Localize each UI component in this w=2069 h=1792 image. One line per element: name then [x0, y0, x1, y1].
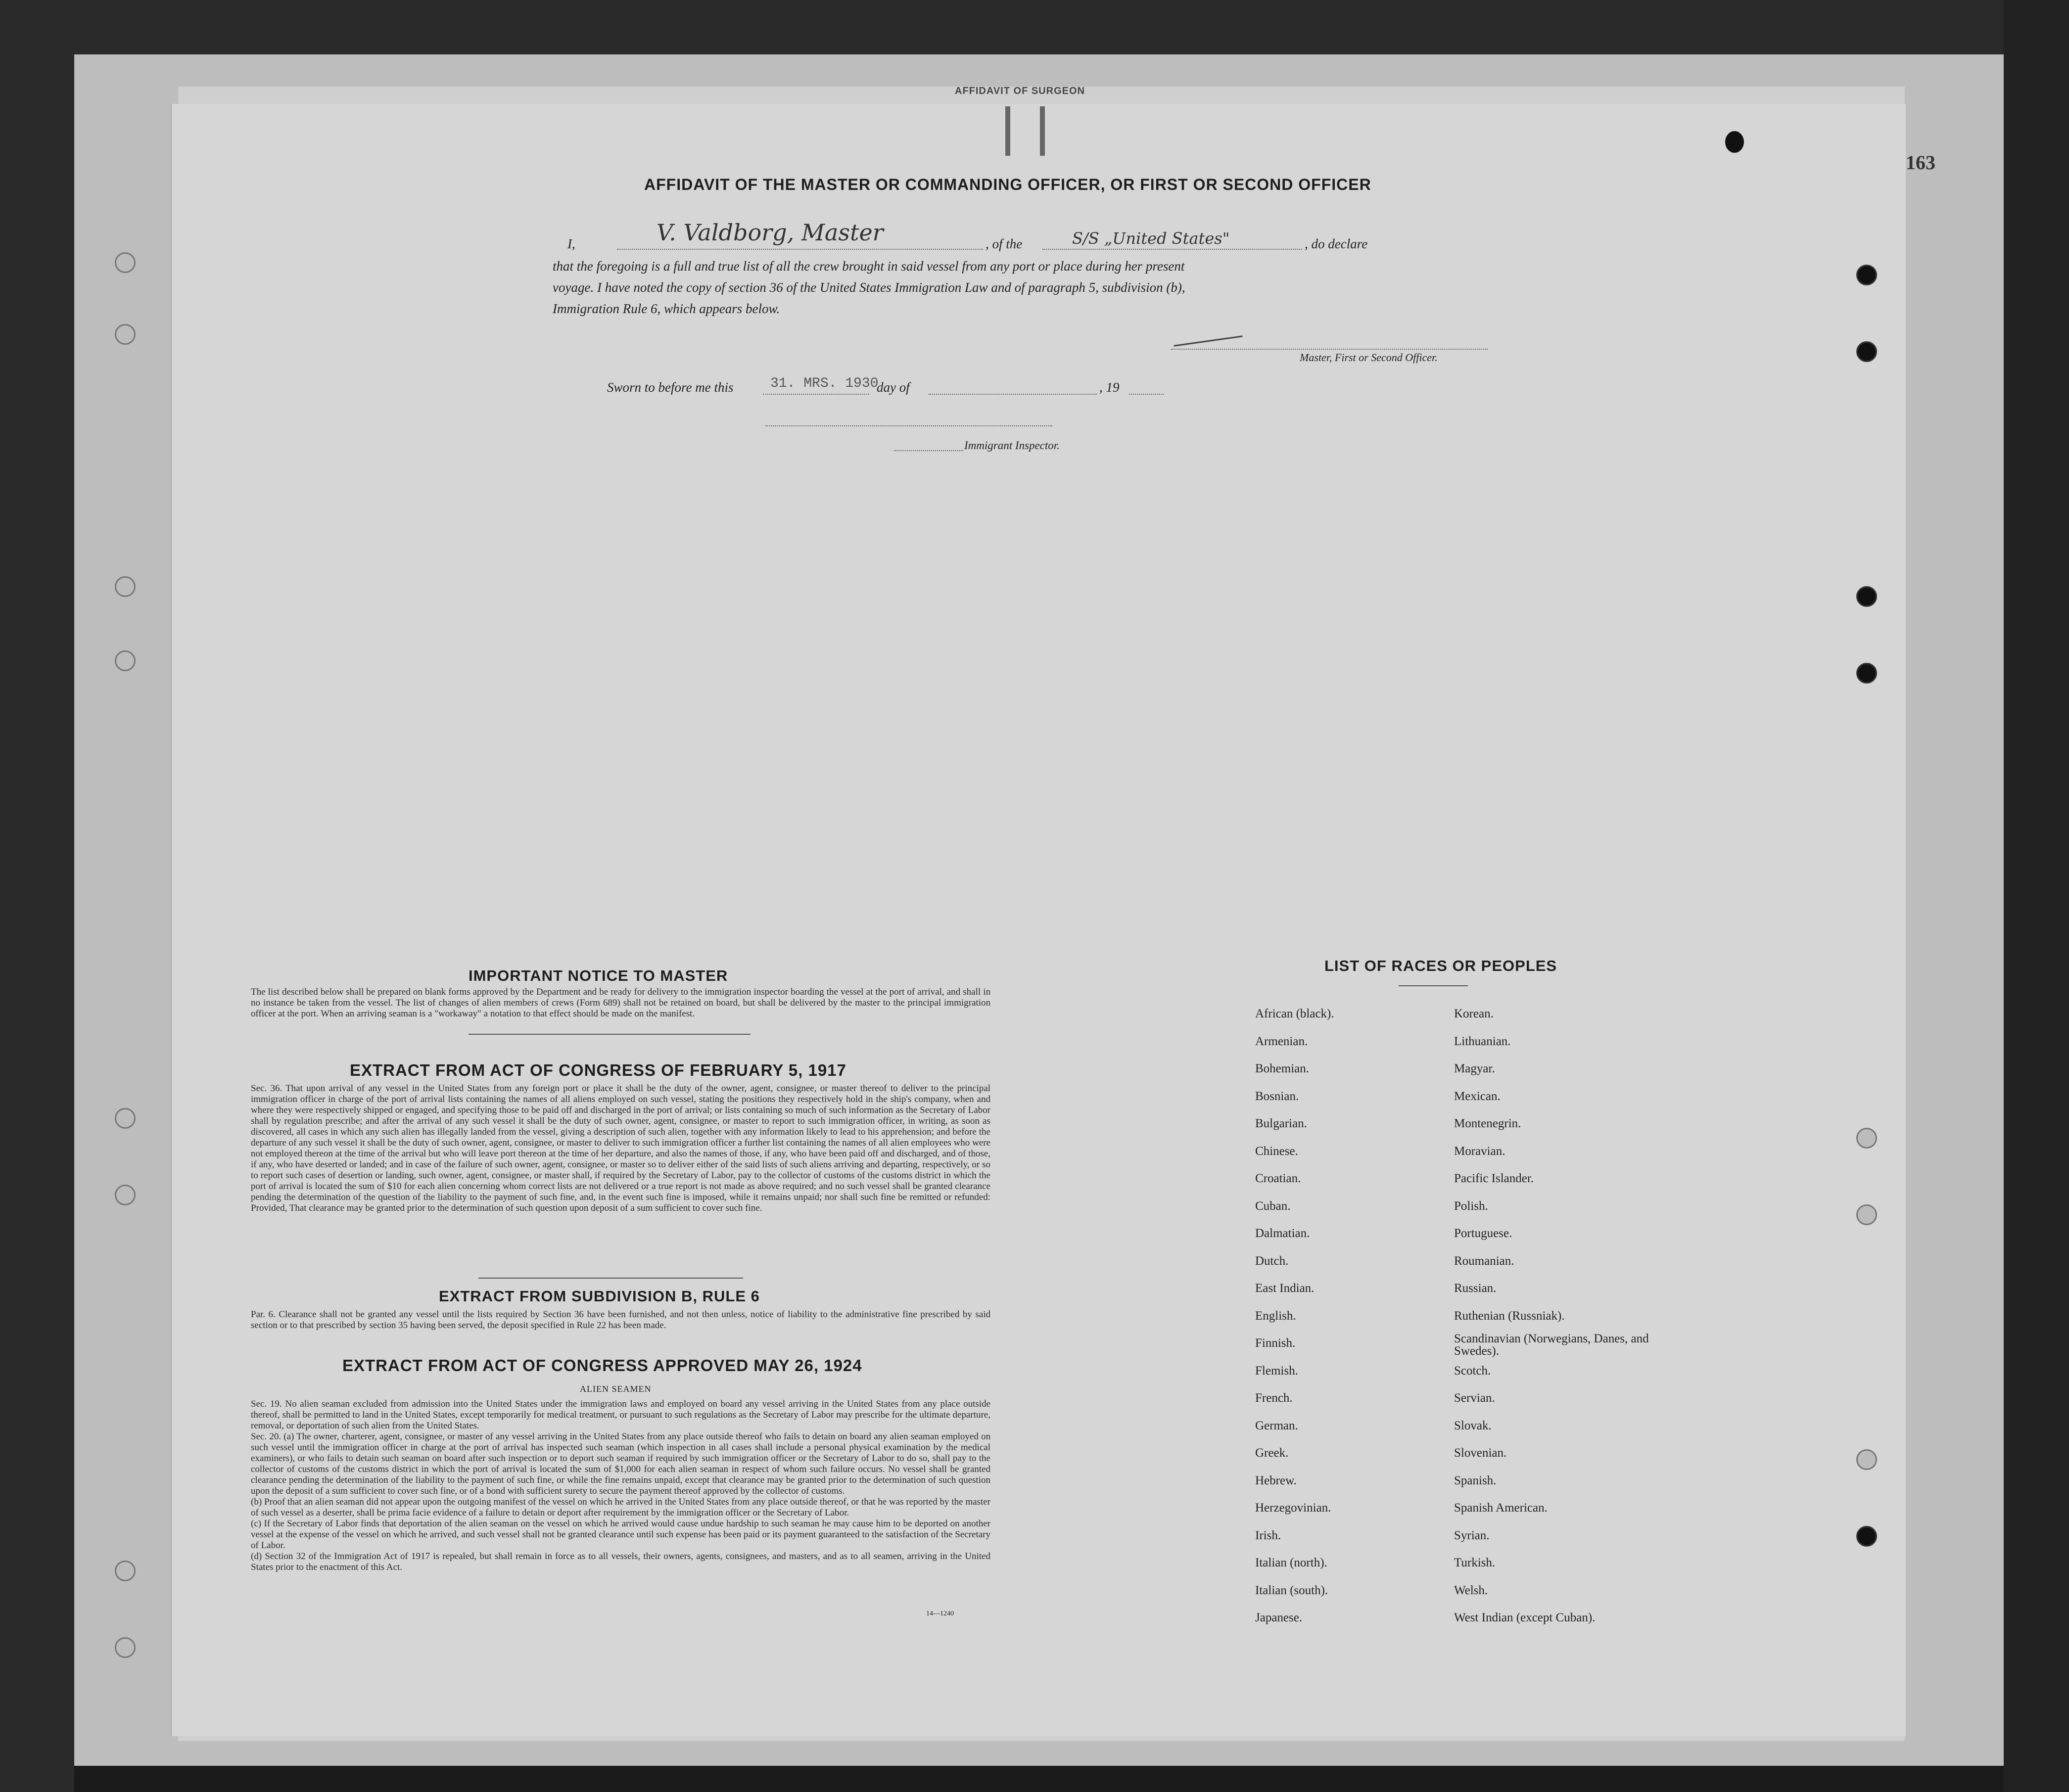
race-item: Armenian.	[1255, 1034, 1308, 1048]
race-item: Servian.	[1454, 1391, 1495, 1405]
punch-hole-icon	[1856, 1449, 1877, 1470]
notice-title: IMPORTANT NOTICE TO MASTER	[469, 967, 728, 984]
punch-hole-icon	[115, 1185, 136, 1205]
races-title: LIST OF RACES OR PEOPLES	[1324, 957, 1557, 974]
punch-hole-icon	[115, 1561, 136, 1581]
race-item: Portuguese.	[1454, 1227, 1512, 1240]
vessel-name-field	[1042, 230, 1302, 250]
affidavit-prefix: I,	[567, 236, 575, 251]
punch-hole-icon	[1856, 1526, 1877, 1547]
sworn-date-stamp: 31. MRS. 1930	[770, 376, 879, 391]
race-item: Montenegrin.	[1454, 1117, 1521, 1130]
race-item: Japanese.	[1255, 1611, 1303, 1624]
binding-clip-icon	[1005, 106, 1045, 156]
inspector-signature-line	[765, 420, 1052, 426]
race-item: Pacific Islander.	[1454, 1172, 1534, 1185]
race-item: Bosnian.	[1255, 1089, 1299, 1103]
document-page	[171, 104, 1935, 1736]
form-number: 14—1240	[926, 1610, 954, 1617]
race-item: African (black).	[1255, 1007, 1334, 1020]
scan-border-left	[0, 0, 74, 1792]
scan-border-right	[2004, 0, 2069, 1792]
extract-1924-title: EXTRACT FROM ACT OF CONGRESS APPROVED MAY 26, 1924	[342, 1356, 862, 1375]
race-item: Scotch.	[1454, 1364, 1491, 1378]
race-item: Italian (south).	[1255, 1583, 1328, 1597]
punch-hole-icon	[115, 1637, 136, 1658]
extract-1917-text: Sec. 36. That upon arrival of any vessel in the United States from any foreign port or place it shall be the duty of the owner, agent, consignee, or master thereof to deliver to the principal immigration officer in charge of the port of arrival lists containing the names of all aliens employed on such vessel, stating the positions they respectively hold in the ship's company, when and where they were respectively shipped or engaged, and specifying those to be paid off and discharged in the port of arrival; or lists containing so much of such information as the Secretary of Labor shall by regulation prescribe; and after the arrival of any such vessel it shall be the duty of such owner, agent, consignee, or master to report to such immigration officer, in writing, as soon as discovered, all cases in which any such alien has illegally landed from the vessel, giving a description of such alien, together with any information likely to lead to his apprehension; and before the departure of any such vessel it shall be the duty of such owner, agent, consignee, or master to deliver to such immigration officer a further list containing the names of all alien employees who were not employed thereon at the time of the arrival but who will leave port thereon at the time of her departure, and also the names of those, if any, who have been paid off and discharged, and of those, if any, who have deserted or landed; and in case of the failure of such owner, agent, consignee, or master so to deliver either of the said lists of such aliens arriving and departing, respectively, or so to report such cases of desertion or landing, such owner, agent, consignee, or master shall, if required by the Secretary of Labor, pay to the collector of customs of the customs district in which the port of arrival is located the sum of $10 for each alien concerning whom correct lists are not delivered or a true report is not made as above required; and no such vessel shall be granted clearance pending the determination of the question of the liability to the payment of such fine, and, in the event such fine is imposed, while it remains unpaid; nor shall such fine be remitted or refunded: Provided, That clearance may be granted prior to the determination of such question upon deposit of a sum sufficient to cover such fine.	[251, 1083, 990, 1213]
race-item: Polish.	[1454, 1199, 1488, 1213]
race-item: Greek.	[1255, 1446, 1289, 1460]
extract-rule6-title: EXTRACT FROM SUBDIVISION B, RULE 6	[439, 1287, 760, 1305]
race-item: Russian.	[1454, 1282, 1497, 1295]
sworn-prefix: Sworn to before me this	[607, 380, 734, 395]
race-item: German.	[1255, 1419, 1298, 1432]
extract-rule6-text: Par. 6. Clearance shall not be granted any vessel until the lists required by Section 36 have been furnished, and not then unless, notice of liability to the administrative fine prescribed by said section or to that prescribed by section 35 having been served, the deposit specified in Rule 22 has been made.	[251, 1309, 990, 1331]
background-header: AFFIDAVIT OF SURGEON	[955, 86, 1085, 96]
master-name-handwriting: V. Valdborg, Master	[657, 219, 884, 246]
affidavit-of-the: , of the	[986, 236, 1023, 251]
races-left-column	[1255, 1000, 1443, 1632]
punch-hole-icon	[115, 252, 136, 273]
race-item: Hebrew.	[1255, 1473, 1297, 1487]
ink-blot-icon	[1725, 131, 1744, 153]
race-item: West Indian (except Cuban).	[1454, 1611, 1596, 1624]
extract-1924-subtitle: ALIEN SEAMEN	[580, 1384, 652, 1394]
race-item: Bulgarian.	[1255, 1117, 1307, 1130]
sec-19-text: Sec. 19. No alien seaman excluded from admission into the United States under the immigration laws and employed on board any vessel arriving in the United States from any place outside thereof, shall be permitted to land in the United States, except temporarily for medical treatment, or pursuant to such regulations as the Secretary of Labor may prescribe for the ultimate departure, removal, or deportation of such alien from the United States.	[251, 1399, 990, 1431]
master-name-field	[617, 219, 983, 250]
race-item: Slovenian.	[1454, 1446, 1507, 1460]
races-right-column	[1454, 1000, 1662, 1632]
affidavit-body-1: that the foregoing is a full and true list of all the crew brought in said vessel from any port or place during her present	[553, 259, 1185, 274]
scan-border-top	[0, 0, 2069, 54]
race-item: Welsh.	[1454, 1583, 1488, 1597]
race-item: Mexican.	[1454, 1089, 1501, 1103]
affidavit-body-2: voyage. I have noted the copy of section 36 of the United States Immigration Law and of paragraph 5, subdivision (b),	[553, 280, 1185, 295]
race-item: Moravian.	[1454, 1144, 1505, 1158]
page-number: 163	[1906, 151, 1935, 174]
race-item: Lithuanian.	[1454, 1034, 1511, 1048]
race-item: Roumanian.	[1454, 1254, 1514, 1268]
extract-1917-title: EXTRACT FROM ACT OF CONGRESS OF FEBRUARY 5, 1917	[350, 1061, 846, 1079]
race-item: Flemish.	[1255, 1364, 1298, 1378]
race-item: Dalmatian.	[1255, 1227, 1310, 1240]
race-item: Spanish American.	[1454, 1501, 1548, 1515]
sworn-month-field	[929, 386, 1097, 395]
divider	[1399, 985, 1468, 986]
race-item: Cuban.	[1255, 1199, 1291, 1213]
inspector-leader-line	[894, 445, 963, 451]
sworn-year-prefix: , 19	[1099, 380, 1120, 395]
punch-hole-icon	[115, 324, 136, 345]
race-item: Croatian.	[1255, 1172, 1301, 1185]
punch-hole-icon	[1856, 265, 1877, 285]
punch-hole-icon	[1856, 586, 1877, 607]
sworn-year-field	[1129, 386, 1164, 395]
affidavit-declare: , do declare	[1305, 236, 1368, 251]
race-item: Scandinavian (Norwegians, Danes, and Swedes).	[1454, 1332, 1649, 1358]
affidavit-title: AFFIDAVIT OF THE MASTER OR COMMANDING OFFICER, OR FIRST OR SECOND OFFICER	[644, 176, 1371, 193]
sec-20a-text: Sec. 20. (a) The owner, charterer, agent, consignee, or master of any vessel arriving in the United States from any place outside thereof who fails to detain on board any alien seaman employed on such vessel until the immigration officer in charge at the port of arrival has inspected such seaman (which inspection in all cases shall include a personal physical examination by the medical examiners), or who fails to detain such seaman on board after such inspection or to deport such seaman if required by such immigration officer or the Secretary of Labor to do so, shall pay to the collector of customs of the customs district in which the port of arrival is located the sum of $1,000 for each alien seaman in respect of whom such failure occurs. No vessel shall be granted clearance pending the determination of the liability to the payment of such fine, or while the fine remains unpaid, except that clearance may be granted prior to the determination of such question upon the deposit of a sum sufficient to cover such fine, or of a bond with sufficient surety to secure the payment thereof approved by the collector of customs.	[251, 1431, 990, 1496]
sec-20b-text: (b) Proof that an alien seaman did not appear upon the outgoing manifest of the vessel on which he arrived in the United States from any place outside thereof, or that he was reported by the master of such vessel as a deserter, shall be prima facie evidence of a failure to detain or deport after requirement by the immigration officer or the Secretary of Labor.	[251, 1497, 990, 1518]
race-item: Herzegovinian.	[1255, 1501, 1331, 1515]
race-item: Chinese.	[1255, 1144, 1298, 1158]
sworn-day-of: day of	[877, 380, 910, 395]
race-item: Korean.	[1454, 1007, 1494, 1020]
punch-hole-icon	[1856, 1204, 1877, 1225]
punch-hole-icon	[115, 1108, 136, 1129]
race-item: East Indian.	[1255, 1282, 1315, 1295]
race-item: Spanish.	[1454, 1473, 1497, 1487]
punch-hole-icon	[1856, 663, 1877, 684]
race-item: Finnish.	[1255, 1336, 1296, 1350]
race-item: Irish.	[1255, 1528, 1281, 1542]
race-item: Italian (north).	[1255, 1556, 1327, 1569]
race-item: Dutch.	[1255, 1254, 1289, 1268]
punch-hole-icon	[115, 576, 136, 597]
divider	[478, 1278, 743, 1279]
divider	[469, 1034, 751, 1035]
punch-hole-icon	[1856, 1128, 1877, 1149]
race-item: Magyar.	[1454, 1062, 1495, 1075]
sec-20c-text: (c) If the Secretary of Labor finds that deportation of the alien seaman on the vessel on which he arrived would cause undue hardship to such seaman he may cause him to be deported on another vessel at the expense of the vessel on which he arrived, and such vessel shall not be granted clearance until such expense has been paid or its payment guaranteed to the satisfaction of the Secretary of Labor.	[251, 1518, 990, 1551]
race-item: Ruthenian (Russniak).	[1454, 1309, 1565, 1323]
extract-1924-body	[251, 1399, 990, 1573]
race-item: French.	[1255, 1391, 1293, 1405]
affidavit-body-3: Immigration Rule 6, which appears below.	[553, 301, 780, 316]
race-item: Syrian.	[1454, 1528, 1490, 1542]
punch-hole-icon	[1856, 341, 1877, 362]
signature-line	[1171, 344, 1488, 350]
race-item: Slovak.	[1454, 1419, 1492, 1432]
punch-hole-icon	[115, 650, 136, 671]
race-item: Bohemian.	[1255, 1062, 1310, 1075]
race-item: English.	[1255, 1309, 1296, 1323]
vessel-name-stamp: S/S „United States"	[1072, 229, 1230, 248]
sec-20d-text: (d) Section 32 of the Immigration Act of 1917 is repealed, but shall remain in force as to all vessels, their owners, agents, consignees, and masters, and as to all seamen, arriving in the United States prior to the enactment of this Act.	[251, 1551, 990, 1572]
notice-text: The list described below shall be prepared on blank forms approved by the Department and be ready for delivery to the immigration inspector boarding the vessel at the port of arrival, and shall in no instance be taken from the vessel. The list of changes of alien members of crews (Form 689) shall not be retained on board, but shall be delivered by the master to the principal immigration officer at the port. When an arriving seaman is a "workaway" a notation to that effect should be made on the manifest.	[251, 987, 990, 1019]
sworn-date-field	[763, 375, 879, 395]
inspector-caption: Immigrant Inspector.	[964, 439, 1060, 452]
signature-caption: Master, First or Second Officer.	[1300, 351, 1438, 364]
race-item: Turkish.	[1454, 1556, 1496, 1569]
